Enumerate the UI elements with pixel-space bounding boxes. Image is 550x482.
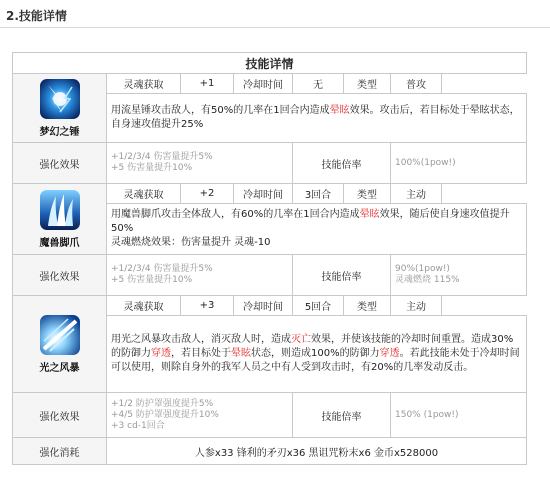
desc-highlight: 穿透 [151, 348, 171, 359]
skill-1-cd-value: 无 [293, 74, 344, 94]
desc-text: ，若目标处于 [171, 348, 231, 359]
desc-text: 用流星锤攻击敌人，有50%的几率在1回合内造成 [111, 105, 330, 116]
skill-2-cd-value: 3回合 [293, 184, 344, 204]
skill-2-description [107, 204, 527, 255]
table-title: 技能详情 [13, 53, 527, 74]
desc-text: 状态，则造成100%的防御力 [251, 348, 380, 359]
desc-text: 效果，随后使自身速攻值提升50% [111, 209, 510, 234]
desc-text: 效果，并使该技能的冷却时间重置。造成30%的防御力 [111, 334, 514, 359]
skill-3-enhance-label: 强化效果 [13, 393, 107, 438]
skill-details-table [12, 52, 527, 465]
desc-highlight: 灭亡 [291, 334, 311, 345]
skill-1-multiplier [391, 143, 527, 184]
skill-2-cd-label: 冷却时间 [234, 184, 293, 204]
beast-claw-icon [40, 190, 80, 230]
skill-2-enhance-effects [107, 255, 293, 296]
skill-1-enhance-label: 强化效果 [13, 143, 107, 184]
skill-2-header [13, 184, 107, 255]
skill-3-cd-label: 冷却时间 [234, 296, 293, 316]
enhance-line: +5 伤害量提升10% [111, 163, 193, 173]
section-title: 2.技能详情 [6, 9, 67, 23]
skill-2-obtain-label: 灵魂获取 [107, 184, 181, 204]
multiplier-line: 90%(1pow!) [395, 264, 450, 274]
skill-1-cd-label: 冷却时间 [234, 74, 293, 94]
cost-value: 人参x33 锋利的矛刃x36 黑诅咒粉末x6 金币x528000 [107, 438, 527, 465]
skill-2-type-label: 类型 [344, 184, 391, 204]
skill-3-multiplier [391, 393, 527, 438]
skill-1-name: 梦幻之锤 [39, 126, 80, 138]
skill-2-multiplier-label: 技能倍率 [293, 255, 391, 296]
skill-3-obtain-label: 灵魂获取 [107, 296, 181, 316]
skill-1-type-label: 类型 [344, 74, 391, 94]
cost-label: 强化消耗 [13, 438, 107, 465]
section-divider [0, 27, 550, 28]
enhance-line: +1/2/3/4 伤害量提升5% [111, 264, 213, 274]
enhance-line: +1/2 防护罩强度提升5% [111, 398, 214, 409]
skill-1-header [13, 74, 107, 143]
skill-3-description [107, 316, 527, 393]
skill-1-enhance-effects [107, 143, 293, 184]
skill-2-type-value: 主动 [391, 184, 442, 204]
enhance-line: +1/2/3/4 伤害量提升5% [111, 152, 213, 162]
skill-3-header [13, 296, 107, 393]
skill-1-obtain-value: +1 [181, 74, 234, 94]
skill-3-enhance-effects [107, 393, 293, 438]
desc-highlight: 晕眩 [359, 209, 380, 220]
enhance-line: +3 cd-1回合 [111, 420, 165, 431]
skill-3-obtain-value: +3 [181, 296, 234, 316]
skill-3-cd-value: 5回合 [293, 296, 344, 316]
multiplier-line: 150% (1pow!) [395, 409, 459, 420]
desc-extra: 灵魂燃烧效果：伤害量提升 灵魂-10 [111, 237, 271, 248]
desc-highlight: 晕眩 [329, 105, 350, 116]
multiplier-line: 灵魂燃烧 115% [395, 275, 460, 285]
skill-3-type-value: 主动 [391, 296, 442, 316]
skill-1-obtain-label: 灵魂获取 [107, 74, 181, 94]
skill-3-type-label: 类型 [344, 296, 391, 316]
skill-1-description [107, 94, 527, 143]
hammer-lightning-icon [40, 79, 80, 119]
skill-2-multiplier [391, 255, 527, 296]
skill-1-multiplier-label: 技能倍率 [293, 143, 391, 184]
enhance-line: +4/5 防护罩强度提升10% [111, 409, 219, 420]
light-storm-icon [40, 315, 80, 355]
desc-text: 用光之风暴攻击敌人，消灭敌人时，造成 [111, 334, 291, 345]
skill-1-type-value: 普攻 [391, 74, 442, 94]
skill-2-name: 魔兽脚爪 [39, 237, 80, 249]
desc-text: 。若此技能未处于冷却时间可以使用，则除自身外的我军人员之中有人受到攻击时，有20%的几率发动反击。 [111, 348, 520, 373]
desc-text: 效果。攻击后，若目标处于晕眩状态，自身速攻值提升25% [111, 105, 520, 130]
skill-2-obtain-value: +2 [181, 184, 234, 204]
multiplier-line: 100%(1pow!) [395, 157, 456, 168]
enhance-line: +5 伤害量提升10% [111, 275, 193, 285]
desc-text: 用魔兽脚爪攻击全体敌人，有60%的几率在1回合内造成 [111, 209, 360, 220]
desc-highlight: 晕眩 [231, 348, 251, 359]
skill-3-name: 光之风暴 [39, 362, 80, 374]
skill-3-multiplier-label: 技能倍率 [293, 393, 391, 438]
skill-2-enhance-label: 强化效果 [13, 255, 107, 296]
desc-highlight: 穿透 [379, 348, 400, 359]
